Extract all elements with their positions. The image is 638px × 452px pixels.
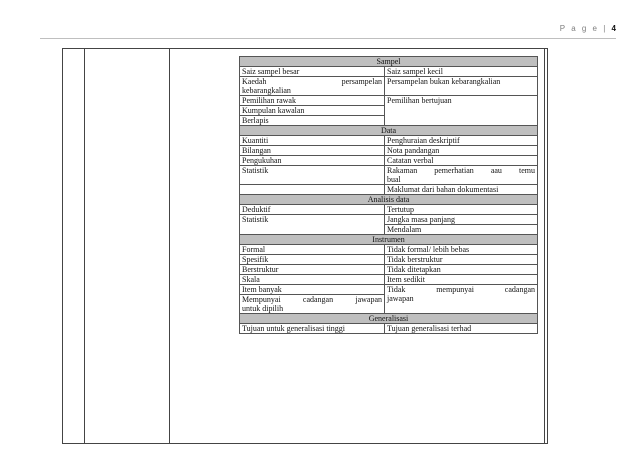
header-rule [40,38,616,39]
column-divider [169,49,170,443]
table-row [240,285,538,295]
right-cell [385,166,538,185]
left-cell-word: persampelan [341,77,382,86]
left-cell-word: jawapan [355,295,382,304]
right-cell [385,285,538,314]
left-cell: Kumpulan kawalan [240,106,385,116]
left-cell [240,295,385,314]
left-cell: Skala [240,275,385,285]
section-header-row [240,57,538,67]
right-cell: Mendalam [385,225,538,235]
table-row [240,136,538,146]
outer-table [62,48,548,444]
left-cell-word: Kaedah [242,77,267,86]
left-cell: Pemilihan rawak [240,96,385,106]
table-row [240,185,538,195]
left-cell: Formal [240,245,385,255]
section-header-row [240,235,538,245]
left-cell: Saiz sampel besar [240,67,385,77]
left-cell: Berstruktur [240,265,385,275]
right-cell-word: pemerhatian [434,166,474,175]
right-cell-line: bual [387,175,401,184]
right-cell: Item sedikit [385,275,538,285]
right-cell: Pemilihan bertujuan [385,96,538,126]
table-row [240,77,538,96]
section-title: Generalisasi [240,314,538,324]
table-row [240,265,538,275]
comparison-table [239,56,538,334]
table-row [240,255,538,265]
right-cell: Nota pandangan [385,146,538,156]
right-cell-word: aau [490,166,502,175]
table-row [240,205,538,215]
section-header-row [240,126,538,136]
left-cell: Berlapis [240,116,385,126]
table-row [240,245,538,255]
section-title: Data [240,126,538,136]
left-cell-word: Mempunyai [242,295,281,304]
right-cell: Tidak ditetapkan [385,265,538,275]
left-cell: Spesifik [240,255,385,265]
left-cell: Deduktif [240,205,385,215]
left-cell: Bilangan [240,146,385,156]
left-cell: Item banyak [240,285,385,295]
column-divider [544,49,545,443]
right-cell-word: temu [518,166,535,175]
page-separator: | [603,24,608,33]
section-header-row [240,314,538,324]
left-cell [240,185,385,195]
table-row [240,215,538,225]
right-cell: Tertutup [385,205,538,215]
section-header-row [240,195,538,205]
table-row [240,96,538,106]
table-row [240,67,538,77]
left-cell [240,77,385,96]
left-cell: Tujuan untuk generalisasi tinggi [240,324,385,334]
left-cell-line: kebarangkalian [242,86,291,95]
left-cell: Kuantiti [240,136,385,146]
left-cell-line: untuk dipilih [242,304,284,313]
right-cell: Tidak formal/ lebih bebas [385,245,538,255]
left-cell: Statistik [240,215,385,235]
left-cell: Pengukuhan [240,156,385,166]
column-divider [84,49,85,443]
left-cell: Statistik [240,166,385,185]
right-cell-word: Rakaman [387,166,418,175]
right-cell: Jangka masa panjang [385,215,538,225]
right-cell-word: mempunyai [436,285,474,294]
table-row [240,166,538,185]
right-cell: Tujuan generalisasi terhad [385,324,538,334]
right-cell: Tidak berstruktur [385,255,538,265]
right-cell: Maklumat dari bahan dokumentasi [385,185,538,195]
section-title: Sampel [240,57,538,67]
table-row [240,324,538,334]
right-cell: Catatan verbal [385,156,538,166]
table-row [240,146,538,156]
right-cell-word: Tidak [387,285,406,294]
page-number: 4 [611,24,616,33]
table-row [240,156,538,166]
right-cell-line: jawapan [387,294,414,303]
section-title: Analisis data [240,195,538,205]
page-header [560,24,616,33]
right-cell: Saiz sampel kecil [385,67,538,77]
table-row [240,275,538,285]
section-title: Instrumen [240,235,538,245]
right-cell-word: cadangan [504,285,535,294]
left-cell-word: cadangan [302,295,334,304]
right-cell: Persampelan bukan kebarangkalian [385,77,538,96]
page-label: P a g e [559,24,599,33]
right-cell: Penghuraian deskriptif [385,136,538,146]
